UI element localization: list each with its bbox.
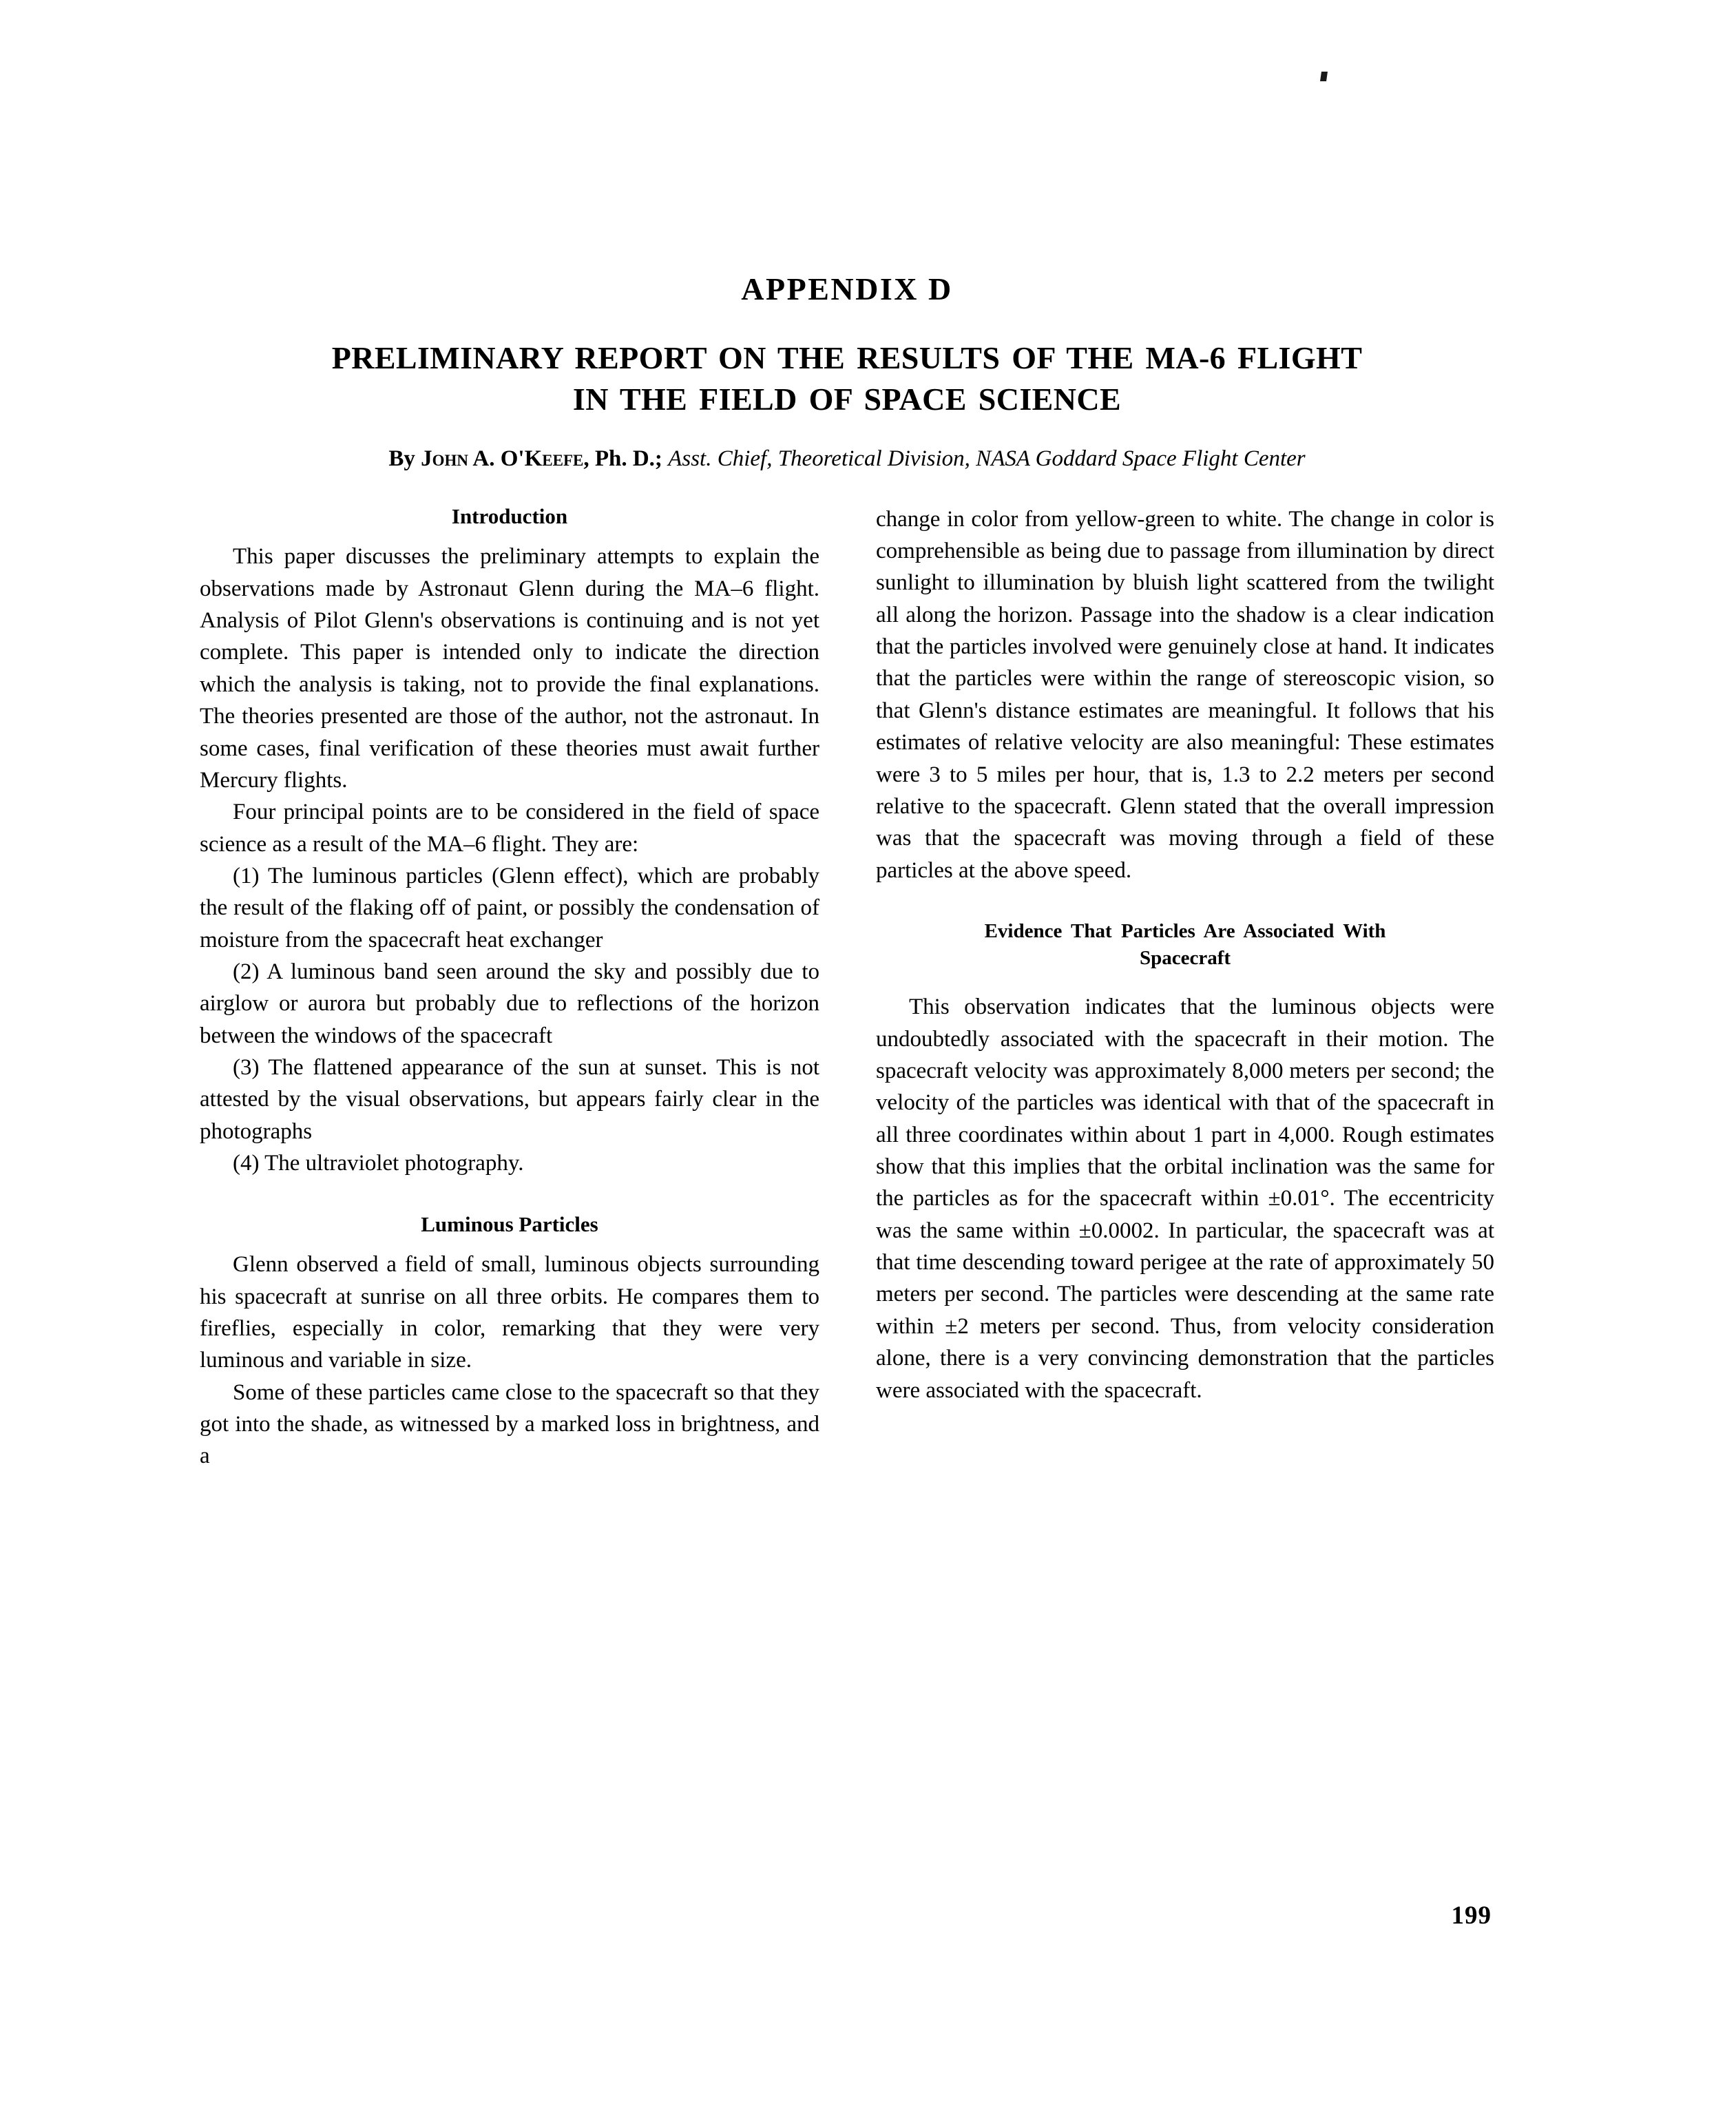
byline-by: By (388, 446, 421, 472)
page-title (200, 337, 1494, 421)
heading-evidence-particles-associated (876, 918, 1494, 972)
heading-introduction: Introduction (451, 503, 568, 528)
list-item: (1) The luminous particles (Glenn effect), which are probably the result of the flaking off of paint, or possibly the condensation of moisture from the spacecraft heat exchanger (200, 863, 819, 952)
paragraph: Glenn observed a field of small, luminous objects surrounding his spacecraft at sunrise on all three orbits. He compares them to fireflies, especially in color, remarking that they were very luminous and variable in size. (200, 1252, 819, 1373)
left-column (200, 503, 819, 1472)
byline-author-first: John (421, 446, 468, 472)
paper-title-line-2: IN THE FIELD OF SPACE SCIENCE (572, 382, 1122, 417)
paragraph: Four principal points are to be considered in the field of space science as a result of the MA–6 flight. They are: (200, 800, 819, 857)
list-item: (4) The ultraviolet photography. (233, 1151, 524, 1176)
list-item: (3) The flattened appearance of the sun at sunset. This is not attested by the visual observations, but appears fairly clear in the photographs (200, 1055, 819, 1144)
paragraph: Some of these particles came close to the spacecraft so that they got into the shade, as witnessed by a marked loss in brightness, and a (200, 1379, 819, 1469)
paper-title-line-1: PRELIMINARY REPORT ON THE RESULTS OF THE MA-6 FLIGHT (331, 340, 1363, 375)
page-number: 199 (1451, 1902, 1492, 1930)
paragraph: This observation indicates that the luminous objects were undoubtedly associated with the spacecraft in their motion. The spacecraft velocity was approximately 8,000 meters per second; the velocity of the particles was identical with that of the spacecraft in all three coordinates within about 1 part in 4,000. Rough estimates show that this implies that the orbital inclination was the same for the particles as for the spacecraft within ±0.01°. The eccentricity was the same within ±0.0002. In particular, the spacecraft was at that time descending toward perigee at the rate of approximately 50 meters per second. The particles were descending at the same rate within ±2 meters per second. Thus, from velocity consideration alone, there is a very convincing demonstration that the particles were associated with the spacecraft. (876, 994, 1494, 1403)
byline-author-rest: A. (468, 446, 501, 472)
list-item: (2) A luminous band seen around the sky and possibly due to airglow or aurora but probably due to reflections of the horizon between the windows of the spacecraft (200, 959, 819, 1048)
right-column (876, 503, 1494, 1406)
scan-artifact-mark (1320, 72, 1328, 81)
page-content (200, 272, 1494, 1472)
paragraph-continuation: change in color from yellow-green to white. The change in color is comprehensible as being due to passage from illumination by direct sunlight to illumination by bluish light scattered from the twilight all along the horizon. Passage into the shadow is a clear indication that the particles involved were genuinely close at hand. It indicates that the particles were within the range of stereoscopic vision, so that Glenn's distance estimates are meaningful. It follows that his estimates of relative velocity are also meaningful: These estimates were 3 to 5 miles per hour, that is, 1.3 to 2.2 meters per second relative to the spacecraft. Glenn stated that the overall impression was that the spacecraft was moving through a field of these particles at the above speed. (876, 506, 1494, 883)
heading-line-2: Spacecraft (1139, 947, 1231, 970)
byline-affiliation: Asst. Chief, Theoretical Division, NASA Goddard Space Flight Center (668, 446, 1306, 472)
heading-luminous-particles: Luminous Particles (421, 1211, 598, 1236)
appendix-label: APPENDIX D (741, 271, 953, 306)
two-column-body (200, 503, 1494, 1472)
byline (200, 446, 1494, 473)
byline-degree: , Ph. D.; (583, 446, 669, 472)
byline-author-last: O'Keefe (500, 446, 584, 472)
paragraph: This paper discusses the preliminary attempts to explain the observations made by Astronaut Glenn during the MA–6 flight. Analysis of Pilot Glenn's observations is continuing and is not yet complete. This paper is intended only to indicate the direction which the analysis is taking, not to provide the final explanations. The theories presented are those of the author, not the astronaut. In some cases, final verification of these theories must await further Mercury flights. (200, 544, 819, 793)
heading-line-1: Evidence That Particles Are Associated With (984, 919, 1386, 942)
